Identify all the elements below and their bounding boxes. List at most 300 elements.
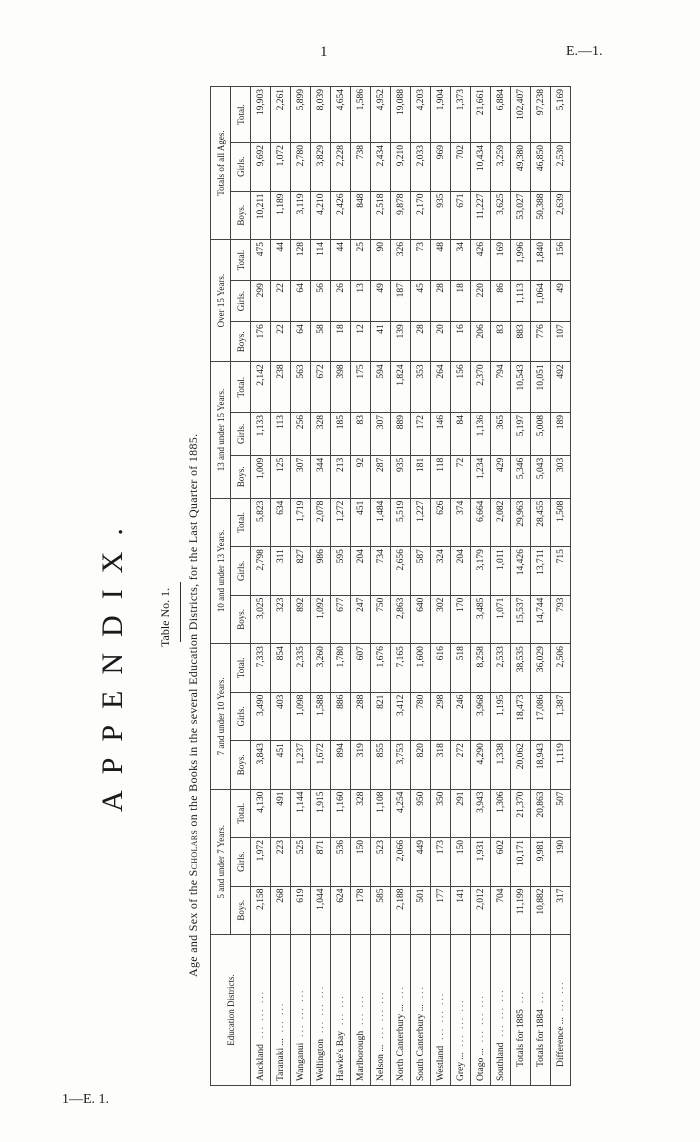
district-label: Difference ...: [555, 1017, 566, 1067]
table-cell: 518: [451, 644, 471, 692]
table-cell: 3,968: [471, 692, 491, 740]
district-label: Totals for 1884: [535, 1009, 546, 1067]
table-cell: 2,142: [251, 362, 271, 413]
table-cell: 7,165: [391, 644, 411, 692]
age-group-header-row: [211, 87, 231, 1086]
table-cell: 1,189: [271, 191, 291, 239]
table-cell: 14,426: [511, 547, 531, 595]
table-cell: 1,780: [331, 644, 351, 692]
table-cell: 38,535: [511, 644, 531, 692]
table-cell: 97,238: [531, 87, 551, 143]
leader-dots: ...: [395, 985, 406, 999]
district-label: Otago ...: [475, 1048, 486, 1081]
table-cell: 9,878: [391, 191, 411, 239]
leader-dots: ... ...: [555, 980, 566, 1012]
table-cell: 2,798: [251, 547, 271, 595]
table-cell: 883: [511, 322, 531, 362]
table-cell: 1,931: [471, 838, 491, 886]
district-label: Totals for 1885: [515, 1009, 526, 1067]
table-cell: 1,108: [371, 789, 391, 837]
table-cell: 563: [291, 362, 311, 413]
table-body: [251, 87, 571, 1086]
table-cell: 821: [371, 692, 391, 740]
table-cell: 220: [471, 281, 491, 322]
table-cell: 11,199: [511, 886, 531, 934]
table-cell: 750: [371, 595, 391, 643]
table-cell: 319: [351, 741, 371, 789]
district-label: North Canterbury ...: [395, 1004, 406, 1081]
table-cell: 83: [491, 322, 511, 362]
table-cell: 715: [551, 547, 571, 595]
table-cell: 50,388: [531, 191, 551, 239]
table-cell: 587: [411, 547, 431, 595]
totals-row: [511, 87, 531, 1086]
district-name: [311, 935, 331, 1086]
leader-dots: ...: [415, 985, 426, 999]
table-cell: 92: [351, 455, 371, 498]
district-name: [331, 935, 351, 1086]
table-row: [311, 87, 331, 1086]
table-cell: 128: [291, 240, 311, 281]
table-cell: 886: [331, 692, 351, 740]
table-row: [331, 87, 351, 1086]
table-cell: 84: [451, 412, 471, 455]
table-cell: 507: [551, 789, 571, 837]
table-cell: 1,904: [431, 87, 451, 143]
table-cell: 640: [411, 595, 431, 643]
table-cell: 3,119: [291, 191, 311, 239]
table-cell: 44: [271, 240, 291, 281]
table-cell: 288: [351, 692, 371, 740]
region-header: Education Districts.: [211, 935, 251, 1086]
table-cell: 619: [291, 886, 311, 934]
table-cell: 793: [551, 595, 571, 643]
table-cell: 1,338: [491, 741, 511, 789]
table-cell: 8,258: [471, 644, 491, 692]
table-cell: 3,753: [391, 741, 411, 789]
table-cell: 854: [271, 644, 291, 692]
table-cell: 146: [431, 412, 451, 455]
table-cell: 4,130: [251, 789, 271, 837]
table-cell: 738: [351, 143, 371, 191]
table-cell: 323: [271, 595, 291, 643]
table-cell: 12: [351, 322, 371, 362]
table-cell: 820: [411, 741, 431, 789]
district-label: Marlborough: [355, 1030, 366, 1081]
table-cell: 1,972: [251, 838, 271, 886]
table-cell: 776: [531, 322, 551, 362]
table-cell: 299: [251, 281, 271, 322]
table-cell: 2,639: [551, 191, 571, 239]
table-cell: 704: [491, 886, 511, 934]
table-cell: 1,072: [271, 143, 291, 191]
table-cell: 950: [411, 789, 431, 837]
table-cell: 1,484: [371, 498, 391, 546]
sex-header: Girls.: [231, 281, 251, 322]
table-cell: 1,227: [411, 498, 431, 546]
table-cell: 22: [271, 281, 291, 322]
subtitle-rest: on the Books in the several Education Districts, for the Last Quarter of 1885.: [186, 433, 200, 830]
district-label: South Canterbury ...: [415, 1004, 426, 1081]
table-cell: 56: [311, 281, 331, 322]
table-cell: 2,033: [411, 143, 431, 191]
table-cell: 5,823: [251, 498, 271, 546]
table-cell: 894: [331, 741, 351, 789]
table-cell: 19,903: [251, 87, 271, 143]
table-cell: 264: [431, 362, 451, 413]
table-cell: 1,044: [311, 886, 331, 934]
table-cell: 102,407: [511, 87, 531, 143]
sex-header: Total.: [231, 498, 251, 546]
table-cell: 1,996: [511, 240, 531, 281]
table-cell: 318: [431, 741, 451, 789]
district-label: Southland: [495, 1042, 506, 1081]
table-cell: 1,824: [391, 362, 411, 413]
table-cell: 58: [311, 322, 331, 362]
table-cell: 3,490: [251, 692, 271, 740]
table-cell: 4,952: [371, 87, 391, 143]
table-cell: 1,676: [371, 644, 391, 692]
table-cell: 3,943: [471, 789, 491, 837]
table-cell: 892: [291, 595, 311, 643]
table-cell: 9,210: [391, 143, 411, 191]
table-cell: 26: [331, 281, 351, 322]
table-cell: 2,188: [391, 886, 411, 934]
table-cell: 4,654: [331, 87, 351, 143]
table-cell: 18: [331, 322, 351, 362]
table-row: [491, 87, 511, 1086]
table-cell: 1,672: [311, 741, 331, 789]
table-cell: 1,092: [311, 595, 331, 643]
table-cell: 172: [411, 412, 431, 455]
table-cell: 10,543: [511, 362, 531, 413]
table-cell: 14,744: [531, 595, 551, 643]
district-name: [391, 935, 411, 1086]
table-cell: 616: [431, 644, 451, 692]
age-group-header: 7 and under 10 Years.: [211, 644, 231, 789]
sex-header: Boys.: [231, 455, 251, 498]
table-cell: 1,195: [491, 692, 511, 740]
age-group-header: Totals of all Ages.: [211, 87, 231, 240]
district-label: Nelson ...: [375, 1044, 386, 1081]
table-row: [351, 87, 371, 1086]
table-cell: 3,179: [471, 547, 491, 595]
table-cell: 291: [451, 789, 471, 837]
table-cell: 889: [391, 412, 411, 455]
table-cell: 5,197: [511, 412, 531, 455]
leader-dots: ... ...: [355, 994, 366, 1025]
sex-header: Boys.: [231, 741, 251, 789]
table-cell: 10,434: [471, 143, 491, 191]
sex-header: Total.: [231, 87, 251, 143]
table-cell: 175: [351, 362, 371, 413]
table-row: [271, 87, 291, 1086]
district-name: [351, 935, 371, 1086]
table-cell: 1,160: [331, 789, 351, 837]
table-cell: 1,719: [291, 498, 311, 546]
table-row: [371, 87, 391, 1086]
table-cell: 3,843: [251, 741, 271, 789]
table-cell: 451: [271, 741, 291, 789]
table-cell: 501: [411, 886, 431, 934]
table-cell: 169: [491, 240, 511, 281]
table-cell: 49,380: [511, 143, 531, 191]
table-cell: 13: [351, 281, 371, 322]
table-cell: 8,039: [311, 87, 331, 143]
table-cell: 176: [251, 322, 271, 362]
table-cell: 5,346: [511, 455, 531, 498]
leader-dots: ... ... ...: [435, 991, 446, 1040]
table-cell: 1,144: [291, 789, 311, 837]
table-cell: 2,012: [471, 886, 491, 934]
subtitle-scholars: Scholars: [186, 829, 200, 877]
table-cell: 48: [431, 240, 451, 281]
table-cell: 28: [411, 322, 431, 362]
table-cell: 374: [451, 498, 471, 546]
table-row: [291, 87, 311, 1086]
district-label: Taranaki ...: [275, 1038, 286, 1081]
table-cell: 34: [451, 240, 471, 281]
table-cell: 107: [551, 322, 571, 362]
district-label: Wanganui: [295, 1042, 306, 1081]
table-cell: 4,210: [311, 191, 331, 239]
table-cell: 3,829: [311, 143, 331, 191]
table-cell: 2,506: [551, 644, 571, 692]
table-cell: 18: [451, 281, 471, 322]
table-cell: 1,136: [471, 412, 491, 455]
table-cell: 2,780: [291, 143, 311, 191]
table-cell: 1,508: [551, 498, 571, 546]
table-cell: 451: [351, 498, 371, 546]
table-cell: 45: [411, 281, 431, 322]
table-cell: 2,863: [391, 595, 411, 643]
district-name: [471, 935, 491, 1086]
district-name: [271, 935, 291, 1086]
table-cell: 734: [371, 547, 391, 595]
table-cell: 326: [391, 240, 411, 281]
table-cell: 403: [271, 692, 291, 740]
leader-dots: ... ... ...: [495, 988, 506, 1037]
sex-header: Boys.: [231, 322, 251, 362]
table-cell: 2,082: [491, 498, 511, 546]
table-cell: 1,071: [491, 595, 511, 643]
table-cell: 118: [431, 455, 451, 498]
table-cell: 1,588: [311, 692, 331, 740]
table-row: [251, 87, 271, 1086]
table-cell: 871: [311, 838, 331, 886]
table-cell: 5,169: [551, 87, 571, 143]
table-cell: 5,899: [291, 87, 311, 143]
table-cell: 595: [331, 547, 351, 595]
district-name: [411, 935, 431, 1086]
leader-dots: ...: [535, 989, 546, 1004]
sex-header: Girls.: [231, 547, 251, 595]
table-row: [471, 87, 491, 1086]
table-cell: 1,272: [331, 498, 351, 546]
table-cell: 4,290: [471, 741, 491, 789]
table-cell: 247: [351, 595, 371, 643]
table-cell: 36,029: [531, 644, 551, 692]
table-cell: 794: [491, 362, 511, 413]
table-title: Table No. 1.: [158, 587, 172, 647]
table-cell: 1,064: [531, 281, 551, 322]
table-cell: 2,370: [471, 362, 491, 413]
district-name: [531, 935, 551, 1086]
table-cell: 22: [271, 322, 291, 362]
appendix-title: APPENDIX.: [96, 512, 129, 812]
totals-row: [551, 87, 571, 1086]
table-cell: 1,237: [291, 741, 311, 789]
table-cell: 150: [451, 838, 471, 886]
table-cell: 15,537: [511, 595, 531, 643]
leader-dots: ... ... ...: [315, 984, 326, 1034]
table-cell: 1,306: [491, 789, 511, 837]
table-cell: 3,412: [391, 692, 411, 740]
table-cell: 1,113: [511, 281, 531, 322]
table-cell: 287: [371, 455, 391, 498]
table-cell: 20,062: [511, 741, 531, 789]
table-cell: 141: [451, 886, 471, 934]
table-cell: 307: [291, 455, 311, 498]
footer-code: 1—E. 1.: [62, 1092, 110, 1107]
table-cell: 49: [551, 281, 571, 322]
table-cell: 2,518: [371, 191, 391, 239]
table-cell: 2,656: [391, 547, 411, 595]
page-number: 1: [320, 44, 328, 60]
table-cell: 426: [471, 240, 491, 281]
table-cell: 1,586: [351, 87, 371, 143]
table-cell: 672: [311, 362, 331, 413]
table-cell: 17,086: [531, 692, 551, 740]
table-cell: 272: [451, 741, 471, 789]
sex-header: Boys.: [231, 886, 251, 934]
table-cell: 317: [551, 886, 571, 934]
table-cell: 204: [351, 547, 371, 595]
table-cell: 353: [411, 362, 431, 413]
table-cell: 150: [351, 838, 371, 886]
table-cell: 64: [291, 322, 311, 362]
table-cell: 16: [451, 322, 471, 362]
scholars-table: [210, 86, 571, 1086]
table-cell: 64: [291, 281, 311, 322]
leader-dots: ... ... ...: [375, 990, 386, 1039]
table-cell: 303: [551, 455, 571, 498]
table-cell: 298: [431, 692, 451, 740]
table-cell: 3,260: [311, 644, 331, 692]
sex-header: Girls.: [231, 692, 251, 740]
district-name: [371, 935, 391, 1086]
table-cell: 238: [271, 362, 291, 413]
table-cell: 177: [431, 886, 451, 934]
table-cell: 311: [271, 547, 291, 595]
table-cell: 4,254: [391, 789, 411, 837]
table-cell: 624: [331, 886, 351, 934]
table-cell: 935: [391, 455, 411, 498]
leader-dots: ... ... ...: [455, 998, 466, 1047]
table-cell: 307: [371, 412, 391, 455]
table-cell: 594: [371, 362, 391, 413]
table-subtitle: [186, 434, 201, 977]
table-cell: 5,008: [531, 412, 551, 455]
table-cell: 9,981: [531, 838, 551, 886]
table-cell: 585: [371, 886, 391, 934]
table-cell: 780: [411, 692, 431, 740]
table-cell: 523: [371, 838, 391, 886]
table-cell: 1,098: [291, 692, 311, 740]
table-cell: 2,170: [411, 191, 431, 239]
table-cell: 2,066: [391, 838, 411, 886]
table-row: [451, 87, 471, 1086]
table-cell: 2,078: [311, 498, 331, 546]
district-label: Westland: [435, 1045, 446, 1081]
age-group-header: 5 and under 7 Years.: [211, 789, 231, 934]
table-cell: 3,485: [471, 595, 491, 643]
table-cell: 73: [411, 240, 431, 281]
table-cell: 677: [331, 595, 351, 643]
table-cell: 21,370: [511, 789, 531, 837]
title-rule: [180, 582, 181, 642]
table-cell: 1,840: [531, 240, 551, 281]
table-cell: 3,259: [491, 143, 511, 191]
table-cell: 9,692: [251, 143, 271, 191]
table-cell: 170: [451, 595, 471, 643]
table-cell: 204: [451, 547, 471, 595]
leader-dots: ... ...: [275, 1001, 286, 1033]
table-cell: 1,373: [451, 87, 471, 143]
table-cell: 178: [351, 886, 371, 934]
table-cell: 328: [311, 412, 331, 455]
table-cell: 44: [331, 240, 351, 281]
table-cell: 3,025: [251, 595, 271, 643]
sex-header: Girls.: [231, 412, 251, 455]
table-cell: 5,043: [531, 455, 551, 498]
table-cell: 5,519: [391, 498, 411, 546]
table-cell: 2,426: [331, 191, 351, 239]
table-cell: 13,711: [531, 547, 551, 595]
table-cell: 72: [451, 455, 471, 498]
table-cell: 4,203: [411, 87, 431, 143]
table-cell: 607: [351, 644, 371, 692]
table-cell: 2,533: [491, 644, 511, 692]
district-name: [291, 935, 311, 1086]
table-cell: 492: [551, 362, 571, 413]
table-cell: 328: [351, 789, 371, 837]
table-cell: 855: [371, 741, 391, 789]
table-cell: 525: [291, 838, 311, 886]
table-cell: 626: [431, 498, 451, 546]
table-cell: 83: [351, 412, 371, 455]
table-cell: 187: [391, 281, 411, 322]
table-cell: 302: [431, 595, 451, 643]
district-label: Hawke's Bay: [335, 1031, 346, 1081]
district-label: Auckland: [255, 1044, 266, 1081]
subtitle-prefix: Age and Sex of the: [186, 876, 200, 977]
table-cell: 256: [291, 412, 311, 455]
table-cell: 181: [411, 455, 431, 498]
table-cell: 20,863: [531, 789, 551, 837]
leader-dots: ...: [515, 989, 526, 1004]
table-cell: 350: [431, 789, 451, 837]
table-cell: 634: [271, 498, 291, 546]
table-cell: 969: [431, 143, 451, 191]
table-cell: 11,227: [471, 191, 491, 239]
table-cell: 344: [311, 455, 331, 498]
table-cell: 1,387: [551, 692, 571, 740]
table-cell: 268: [271, 886, 291, 934]
totals-row: [531, 87, 551, 1086]
table-cell: 536: [331, 838, 351, 886]
table-cell: 398: [331, 362, 351, 413]
